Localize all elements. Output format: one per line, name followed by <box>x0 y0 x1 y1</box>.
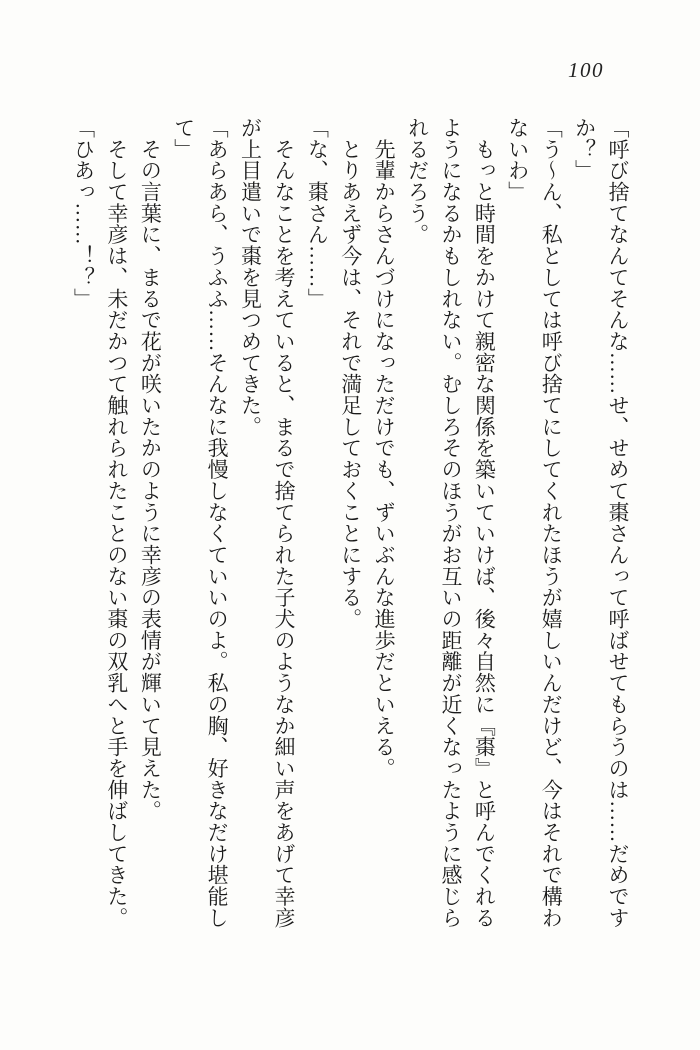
text-line: そして幸彦は、未だかつて触れられたことのない棗の双乳へと手を伸ばしてきた。 <box>104 117 129 929</box>
text-line: か？」 <box>572 117 597 182</box>
text-line: が上目遣いで棗を見つめてきた。 <box>238 117 263 438</box>
text-line: 「な、棗さん……」 <box>305 117 330 310</box>
text-line: れるだろう。 <box>405 117 430 246</box>
text-line: 「ひあっ……！？」 <box>71 117 96 310</box>
text-line: 「呼び捨てなんてそんな……せ、せめて棗さんって呼ばせてもらうのは……だめです <box>606 117 630 929</box>
text-line: 「う～ん、私としては呼び捨てにしてくれたほうが嬉しいんだけど、今はそれで構わ <box>539 117 564 929</box>
page-number: 100 <box>568 58 604 82</box>
text-line: て」 <box>171 117 196 160</box>
text-line: そんなことを考えていると、まるで捨てられた子犬のようなか細い声をあげて幸彦 <box>271 117 296 929</box>
text-block <box>66 117 634 933</box>
text-line: 先輩からさんづけになっただけでも、ずいぶんな進歩だといえる。 <box>372 117 397 779</box>
text-line: ようになるかもしれない。むしろそのほうがお互いの距離が近くなったように感じら <box>438 117 463 929</box>
text-line: もっと時間をかけて親密な関係を築いていけば、後々自然に『棗』と呼んでくれる <box>472 117 497 929</box>
text-line: とりあえず今は、それで満足しておくことにする。 <box>338 117 363 630</box>
text-line: 「あらあら、うふふ……そんなに我慢しなくていいのよ。私の胸、好きなだけ堪能し <box>205 117 230 929</box>
text-line: ないわ」 <box>505 117 530 203</box>
text-line: その言葉に、まるで花が咲いたかのように幸彦の表情が輝いて見えた。 <box>138 117 163 822</box>
